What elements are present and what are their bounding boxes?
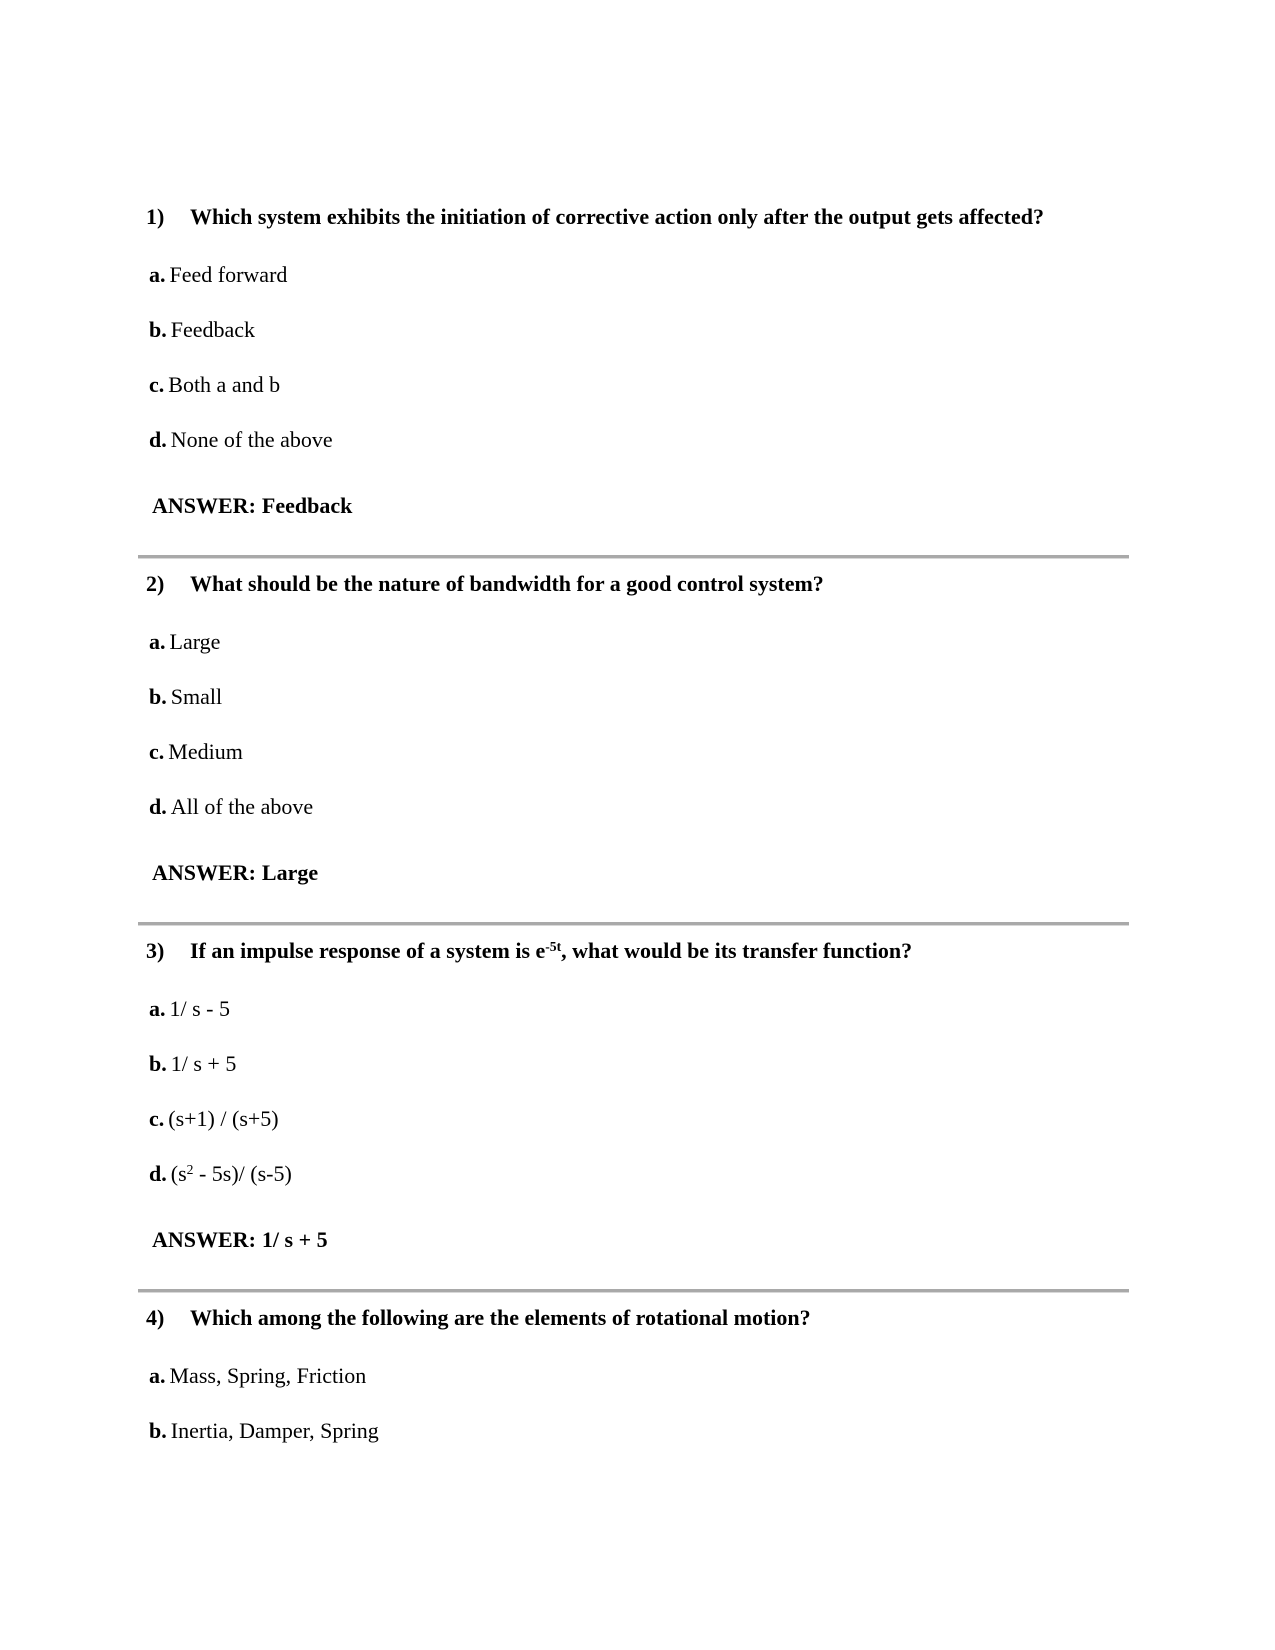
question-3-option-a — [146, 995, 1133, 1023]
option-letter: b. — [149, 1051, 167, 1076]
question-text: If an impulse response of a system is $e^{-5t}$, what would be its transfer function? — [190, 938, 913, 963]
option-letter: d. — [149, 794, 167, 819]
question-1-option-b — [146, 316, 1133, 344]
question-2-option-c — [146, 738, 1133, 766]
section-divider — [138, 555, 1129, 559]
option-letter: a. — [149, 262, 166, 287]
option-text: Small — [170, 684, 223, 709]
question-2-option-a — [146, 628, 1133, 656]
question-number: 4) — [146, 1305, 165, 1330]
option-text: Mass, Spring, Friction — [169, 1363, 367, 1388]
question-block-3 — [146, 936, 1133, 1293]
option-letter: b. — [149, 684, 167, 709]
option-letter: b. — [149, 317, 167, 342]
option-text: All of the above — [170, 794, 314, 819]
option-letter: a. — [149, 1363, 166, 1388]
question-4-heading — [146, 1303, 1133, 1332]
question-3-option-c — [146, 1105, 1133, 1133]
option-text: 1/ s + 5 — [170, 1051, 237, 1076]
option-letter: d. — [149, 1161, 167, 1186]
option-text: Feed forward — [169, 262, 288, 287]
question-4-option-a — [146, 1362, 1133, 1390]
question-1-heading — [146, 202, 1133, 231]
option-letter: b. — [149, 1418, 167, 1443]
option-letter: d. — [149, 427, 167, 452]
option-text: Medium — [168, 739, 243, 764]
section-divider — [138, 1289, 1129, 1293]
question-number: 1) — [146, 204, 165, 229]
question-1-option-c — [146, 371, 1133, 399]
answer-value: Large — [261, 860, 319, 885]
option-letter: a. — [149, 629, 166, 654]
answer-value: Feedback — [261, 493, 353, 518]
question-4-option-b — [146, 1417, 1133, 1445]
question-1-option-a — [146, 261, 1133, 289]
question-block-4 — [146, 1303, 1133, 1445]
question-2-heading — [146, 569, 1133, 598]
option-text: None of the above — [170, 427, 333, 452]
answer-label: ANSWER: — [152, 1227, 256, 1252]
answer-label: ANSWER: — [152, 493, 256, 518]
option-text: $(s^2 - 5s)/$ (s-5) — [170, 1161, 292, 1186]
option-letter: c. — [149, 739, 165, 764]
option-text: 1/ s - 5 — [169, 996, 230, 1021]
question-1-option-d — [146, 426, 1133, 454]
option-text: Inertia, Damper, Spring — [170, 1418, 379, 1443]
option-text: Both a and b — [168, 372, 281, 397]
option-text: Feedback — [170, 317, 256, 342]
question-3-option-d — [146, 1160, 1133, 1188]
option-letter: c. — [149, 372, 165, 397]
question-text: What should be the nature of bandwidth for a good control system? — [190, 571, 824, 596]
question-text: Which among the following are the elements of rotational motion? — [190, 1305, 811, 1330]
question-block-1 — [146, 202, 1133, 559]
question-number: 2) — [146, 571, 165, 596]
question-2-option-b — [146, 683, 1133, 711]
option-letter: c. — [149, 1106, 165, 1131]
question-block-2 — [146, 569, 1133, 926]
question-1-answer — [146, 492, 1133, 520]
question-2-answer — [146, 859, 1133, 887]
question-3-option-b — [146, 1050, 1133, 1078]
option-text: (s+1) / (s+5) — [168, 1106, 279, 1131]
question-text: Which system exhibits the initiation of corrective action only after the output gets affected? — [190, 204, 1045, 229]
answer-value: 1/ s + 5 — [261, 1227, 328, 1252]
section-divider — [138, 922, 1129, 926]
answer-label: ANSWER: — [152, 860, 256, 885]
option-letter: a. — [149, 996, 166, 1021]
option-text: Large — [169, 629, 221, 654]
question-2-option-d — [146, 793, 1133, 821]
question-3-answer — [146, 1226, 1133, 1254]
question-number: 3) — [146, 938, 165, 963]
question-3-heading — [146, 936, 1133, 965]
